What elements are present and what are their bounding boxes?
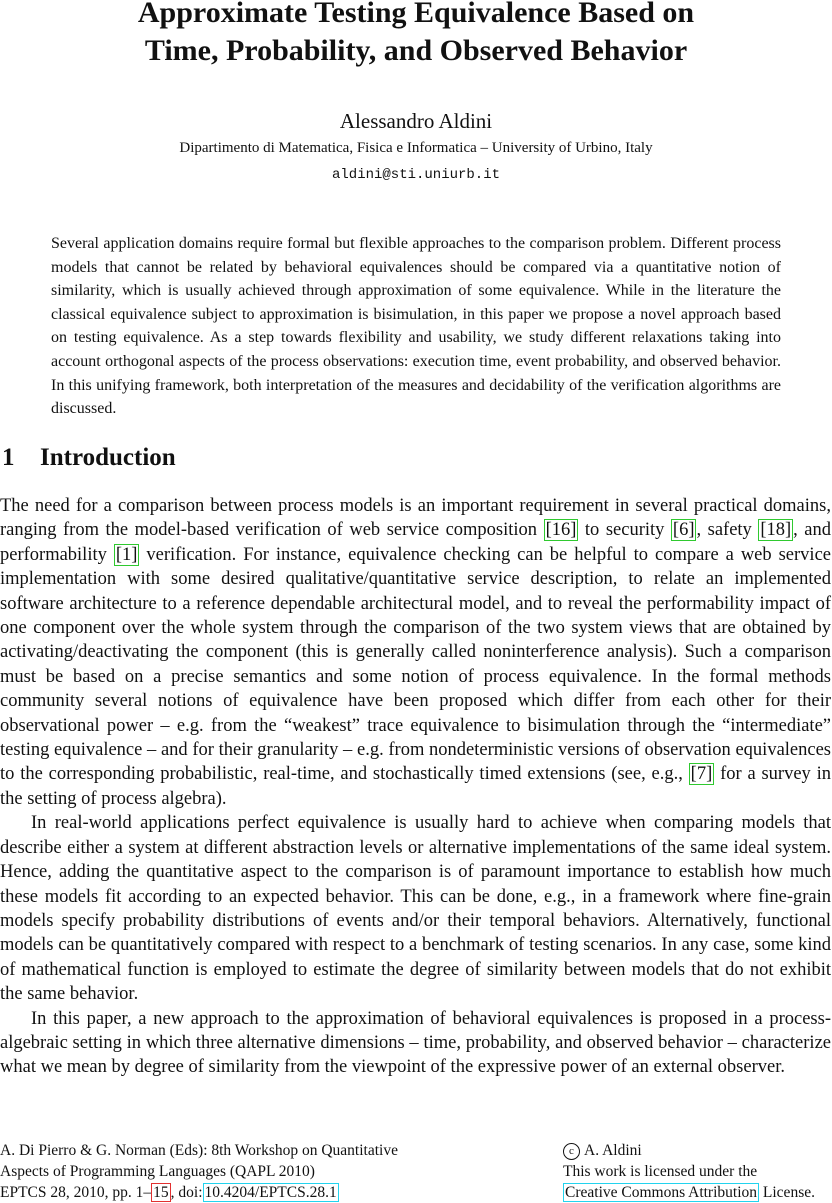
citation-link[interactable]: [1] <box>115 544 138 565</box>
license-suffix: License. <box>759 1184 815 1201</box>
paragraph-1-text-d: , and performability <box>0 520 831 565</box>
body-text <box>0 494 831 1080</box>
abstract: Several application domains require formal but flexible approaches to the comparison problem. Different process models that cannot be related by behavioral equivalences should be compared via a quantitative notion of similarity, which is usually achieved through approximation of some equivalence. While in the literature the classical equivalence subject to approximation is bisimulation, in this paper we propose a novel approach based on testing equivalence. As a step towards flexibility and usability, we study different relaxations taking into account orthogonal aspects of the process observations: execution time, event probability, and observed behavior. In this unifying framework, both interpretation of the measures and decidability of the verification algorithms are discussed. <box>51 235 781 418</box>
footer-license <box>563 1140 832 1203</box>
license-line: This work is licensed under the <box>563 1163 758 1180</box>
doi-link[interactable]: 10.4204/EPTCS.28.1 <box>204 1184 337 1201</box>
title-line-1: Approximate Testing Equivalence Based on <box>137 0 695 29</box>
last-page-link[interactable]: 15 <box>153 1184 169 1201</box>
copyright-holder: A. Aldini <box>584 1142 642 1159</box>
copyright-line <box>563 1140 832 1161</box>
author-name: Alessandro Aldini <box>339 109 493 133</box>
footer-line-2: Aspects of Programming Languages (QAPL 2010) <box>0 1163 315 1180</box>
paragraph-1-text-c: , safety <box>696 520 759 541</box>
section-heading <box>2 442 176 474</box>
paragraph-1-text-e: verification. For instance, equivalence checking can be helpful to compare a web service implementation with some desired qualitative/quantitative service description, to relate an implemented software architecture to a reference dependable architectural model, and to reveal the performability impact of one component over the whole system through the comparison of the two system views that are obtained by activating/deactivating the component (this is generally called noninterference analysis). Such a comparison must be based on a precise semantics and some notion of process equivalence. In the formal methods community several notions of equivalence have been proposed which differ from each other for their observational power – e.g. from the “weakest” trace equivalence to bisimulation through the “intermediate” testing equivalence – and for their granularity – e.g. from nondeterministic versions of observation equivalences to the corresponding probabilistic, real-time, and stochastically timed extensions (see, e.g., <box>0 544 831 785</box>
paper-title <box>0 0 832 70</box>
author-affiliation: Dipartimento di Matematica, Fisica e Informatica – University of Urbino, Italy <box>179 140 653 156</box>
paragraph-1-text-b: to security <box>578 520 671 541</box>
paragraph-3: In this paper, a new approach to the approximation of behavioral equivalences is proposed in a process-algebraic setting in which three alternative dimensions – time, probability, and observed behavior – characterize what we mean by degree of similarity from the viewpoint of the expressive power of an external observer. <box>0 1008 831 1078</box>
paragraph-1-text-f: for a survey in the setting of process algebra). <box>0 764 832 809</box>
doi-prefix: , doi: <box>170 1184 203 1201</box>
license-link[interactable]: Creative Commons Attribution <box>565 1184 758 1201</box>
section-title: Introduction <box>40 444 176 471</box>
section-number: 1 <box>2 444 15 471</box>
citation-link[interactable]: [16] <box>545 520 577 541</box>
copyright-icon: c <box>563 1143 580 1160</box>
author-email: aldini@sti.uniurb.it <box>331 167 501 183</box>
citation-link[interactable]: [18] <box>760 520 792 541</box>
title-line-2: Time, Probability, and Observed Behavior <box>144 34 688 67</box>
paragraph-1 <box>0 494 831 811</box>
footer-pages-prefix: EPTCS 28, 2010, pp. 1– <box>0 1184 152 1201</box>
citation-link[interactable]: [7] <box>690 764 713 785</box>
paragraph-2: In real-world applications perfect equivalence is usually hard to achieve when comparing models that describe either a system at different abstraction levels or alternative implementations of the same ideal system. Hence, adding the quantitative aspect to the comparison is of paramount importance to establish how much these models fit according to an expected behavior. This can be done, e.g., in a framework where fine-grain models specify probability distributions of events and/or their temporal behaviors. Alternatively, functional models can be quantitatively compared with respect to a benchmark of testing scenarios. In any case, some kind of mathematical function is employed to estimate the degree of similarity between models that do not exhibit the same behavior. <box>0 813 831 1005</box>
footer-citation <box>0 1140 520 1203</box>
citation-link[interactable]: [6] <box>672 520 695 541</box>
footer-line-1: A. Di Pierro & G. Norman (Eds): 8th Workshop on Quantitative <box>0 1142 398 1159</box>
paragraph-1-text-a: The need for a comparison between process models is an important requirement in several practical domains, ranging from the model-based verification of web service composition <box>0 496 831 541</box>
